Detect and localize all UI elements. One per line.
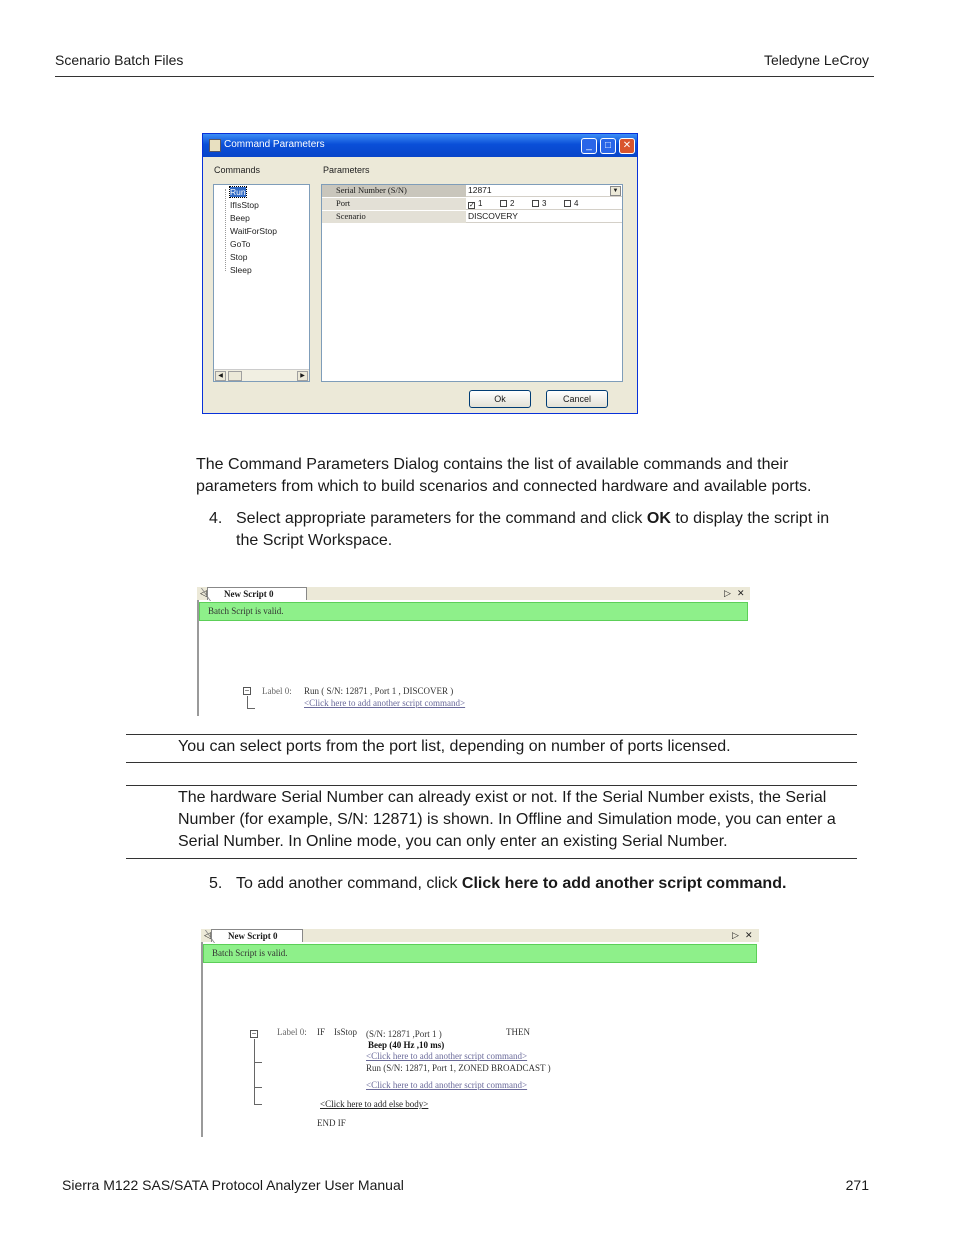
tree-line [254,1039,255,1104]
dialog-title-bar [203,134,637,157]
close-icon[interactable]: ✕ [619,138,635,154]
cancel-button[interactable]: Cancel [546,390,608,408]
note-ports: You can select ports from the port list, depending on number of ports licensed. [178,738,731,755]
tab-bar [197,587,750,600]
tab-bar [201,929,759,942]
add-script-command-link[interactable]: <Click here to add another script command> [366,1080,528,1090]
command-item-beep[interactable]: Beep [230,213,250,223]
tree-line [254,1087,262,1088]
command-item-run[interactable]: Run [230,187,246,197]
step-4-text: Select appropriate parameters for the command and click OK to display the script in [236,510,830,527]
param-name: Serial Number (S/N) [322,185,466,197]
tree-line [247,696,248,708]
port-2-checkbox[interactable]: 2 [500,199,514,209]
port-3-checkbox[interactable]: 3 [532,199,546,209]
step-number: 5. [209,875,223,892]
scroll-left-icon[interactable]: ◀ [215,371,226,381]
checkbox-icon[interactable] [532,200,539,207]
collapse-icon[interactable]: − [251,1029,257,1038]
isstop-condition[interactable]: IsStop [334,1027,358,1037]
script-workspace-1 [197,587,750,716]
note-serial-number: Number (for example, S/N: 12871) is shown. In Offline and Simulation mode, you can enter a [178,811,836,828]
end-if-keyword: END IF [317,1118,346,1128]
scroll-right-icon[interactable]: ▶ [297,371,308,381]
page-number: 271 [845,1177,869,1193]
note-rule-bottom [126,858,857,859]
header-section-title: Scenario Batch Files [55,52,184,68]
port-4-checkbox[interactable]: 4 [564,199,578,209]
scenario-value[interactable]: DISCOVERY [468,211,518,221]
param-name: Port [322,198,466,210]
script-command-run[interactable]: Run (S/N: 12871, Port 1, ZONED BROADCAST ) [366,1063,551,1073]
command-item-goto[interactable]: GoTo [230,239,251,249]
checkbox-icon[interactable] [500,200,507,207]
script-workspace-2 [201,929,759,1137]
port-1-checkbox[interactable]: ✓ 1 [469,199,483,209]
minimize-icon[interactable]: _ [581,138,597,154]
step-5-text: To add another command, click Click here to add another script command. [236,875,787,892]
step-number: 4. [209,510,223,527]
param-name: Scenario [322,211,466,223]
note-serial-number: The hardware Serial Number can already exist or not. If the Serial Number exists, the Serial [178,789,827,806]
then-keyword: THEN [506,1027,530,1037]
isstop-args[interactable]: (S/N: 12871 ,Port 1 ) [366,1029,442,1039]
header-divider [55,76,874,77]
close-tab-icon[interactable]: ✕ [737,588,745,598]
add-else-body-link[interactable]: <Click here to add else body> [320,1099,429,1109]
ok-button[interactable]: Ok [469,390,531,408]
app-icon [209,139,221,152]
tree-line [247,708,255,709]
parameters-grid [321,184,623,382]
validation-banner: Batch Script is valid. [203,944,757,963]
command-item-waitforstop[interactable]: WaitForStop [230,226,277,236]
param-row-scenario[interactable] [322,211,622,223]
if-keyword: IF [317,1027,326,1037]
note-rule-bottom [126,762,857,763]
close-tab-icon[interactable]: ✕ [745,930,753,940]
add-script-command-link[interactable]: <Click here to add another script command> [304,698,466,708]
param-row-port [322,198,622,210]
tree-line [254,1104,262,1105]
note-rule-top [126,785,857,786]
nav-right-icon[interactable]: ▷ [724,588,731,598]
note-rule-top [126,734,857,735]
commands-label: Commands [214,165,261,175]
command-item-ifisstop[interactable]: IfIsStop [230,200,259,210]
horizontal-scrollbar[interactable] [214,369,309,381]
note-serial-number: Serial Number. In Online mode, you can only enter an existing Serial Number. [178,833,728,850]
nav-right-icon[interactable]: ▷ [732,930,739,940]
nav-left-icon[interactable]: ◁ [200,588,207,598]
command-item-stop[interactable]: Stop [230,252,248,262]
checkbox-icon[interactable]: ✓ [469,202,475,209]
pane-border [201,942,203,1137]
commands-list[interactable] [213,184,310,382]
command-item-sleep[interactable]: Sleep [230,265,252,275]
command-parameters-dialog [202,133,638,414]
nav-left-icon[interactable]: ◁ [204,930,211,940]
footer-manual-title: Sierra M122 SAS/SATA Protocol Analyzer User Manual [62,1177,404,1193]
tree-line [254,1062,262,1063]
tree-connector [225,189,226,271]
parameters-label: Parameters [323,165,370,175]
body-paragraph: The Command Parameters Dialog contains the list of available commands and their [196,456,789,473]
scroll-thumb[interactable] [228,371,242,381]
body-paragraph: parameters from which to build scenarios and connected hardware and available ports. [196,478,812,495]
dialog-title: Command Parameters [224,139,325,150]
maximize-icon[interactable]: □ [600,138,616,154]
add-script-command-link[interactable]: <Click here to add another script command> [366,1051,528,1061]
tab-new-script[interactable]: New Script 0 [211,929,303,942]
header-company: Teledyne LeCroy [763,52,869,68]
serial-number-value[interactable]: 12871 [468,185,492,195]
step-4-text-cont: the Script Workspace. [236,532,393,549]
checkbox-icon[interactable] [564,200,571,207]
tab-new-script[interactable]: New Script 0 [207,587,307,600]
script-command-beep[interactable]: Beep (40 Hz ,10 ms) [368,1040,445,1050]
param-row-serial[interactable] [322,185,622,197]
dropdown-arrow-icon[interactable]: ▼ [610,186,621,196]
collapse-icon[interactable]: − [244,686,250,695]
label-0: Label 0: [277,1027,307,1037]
validation-banner: Batch Script is valid. [199,602,748,621]
script-command-run[interactable]: Run ( S/N: 12871 , Port 1 , DISCOVER ) [304,686,454,696]
label-0: Label 0: [262,686,292,696]
